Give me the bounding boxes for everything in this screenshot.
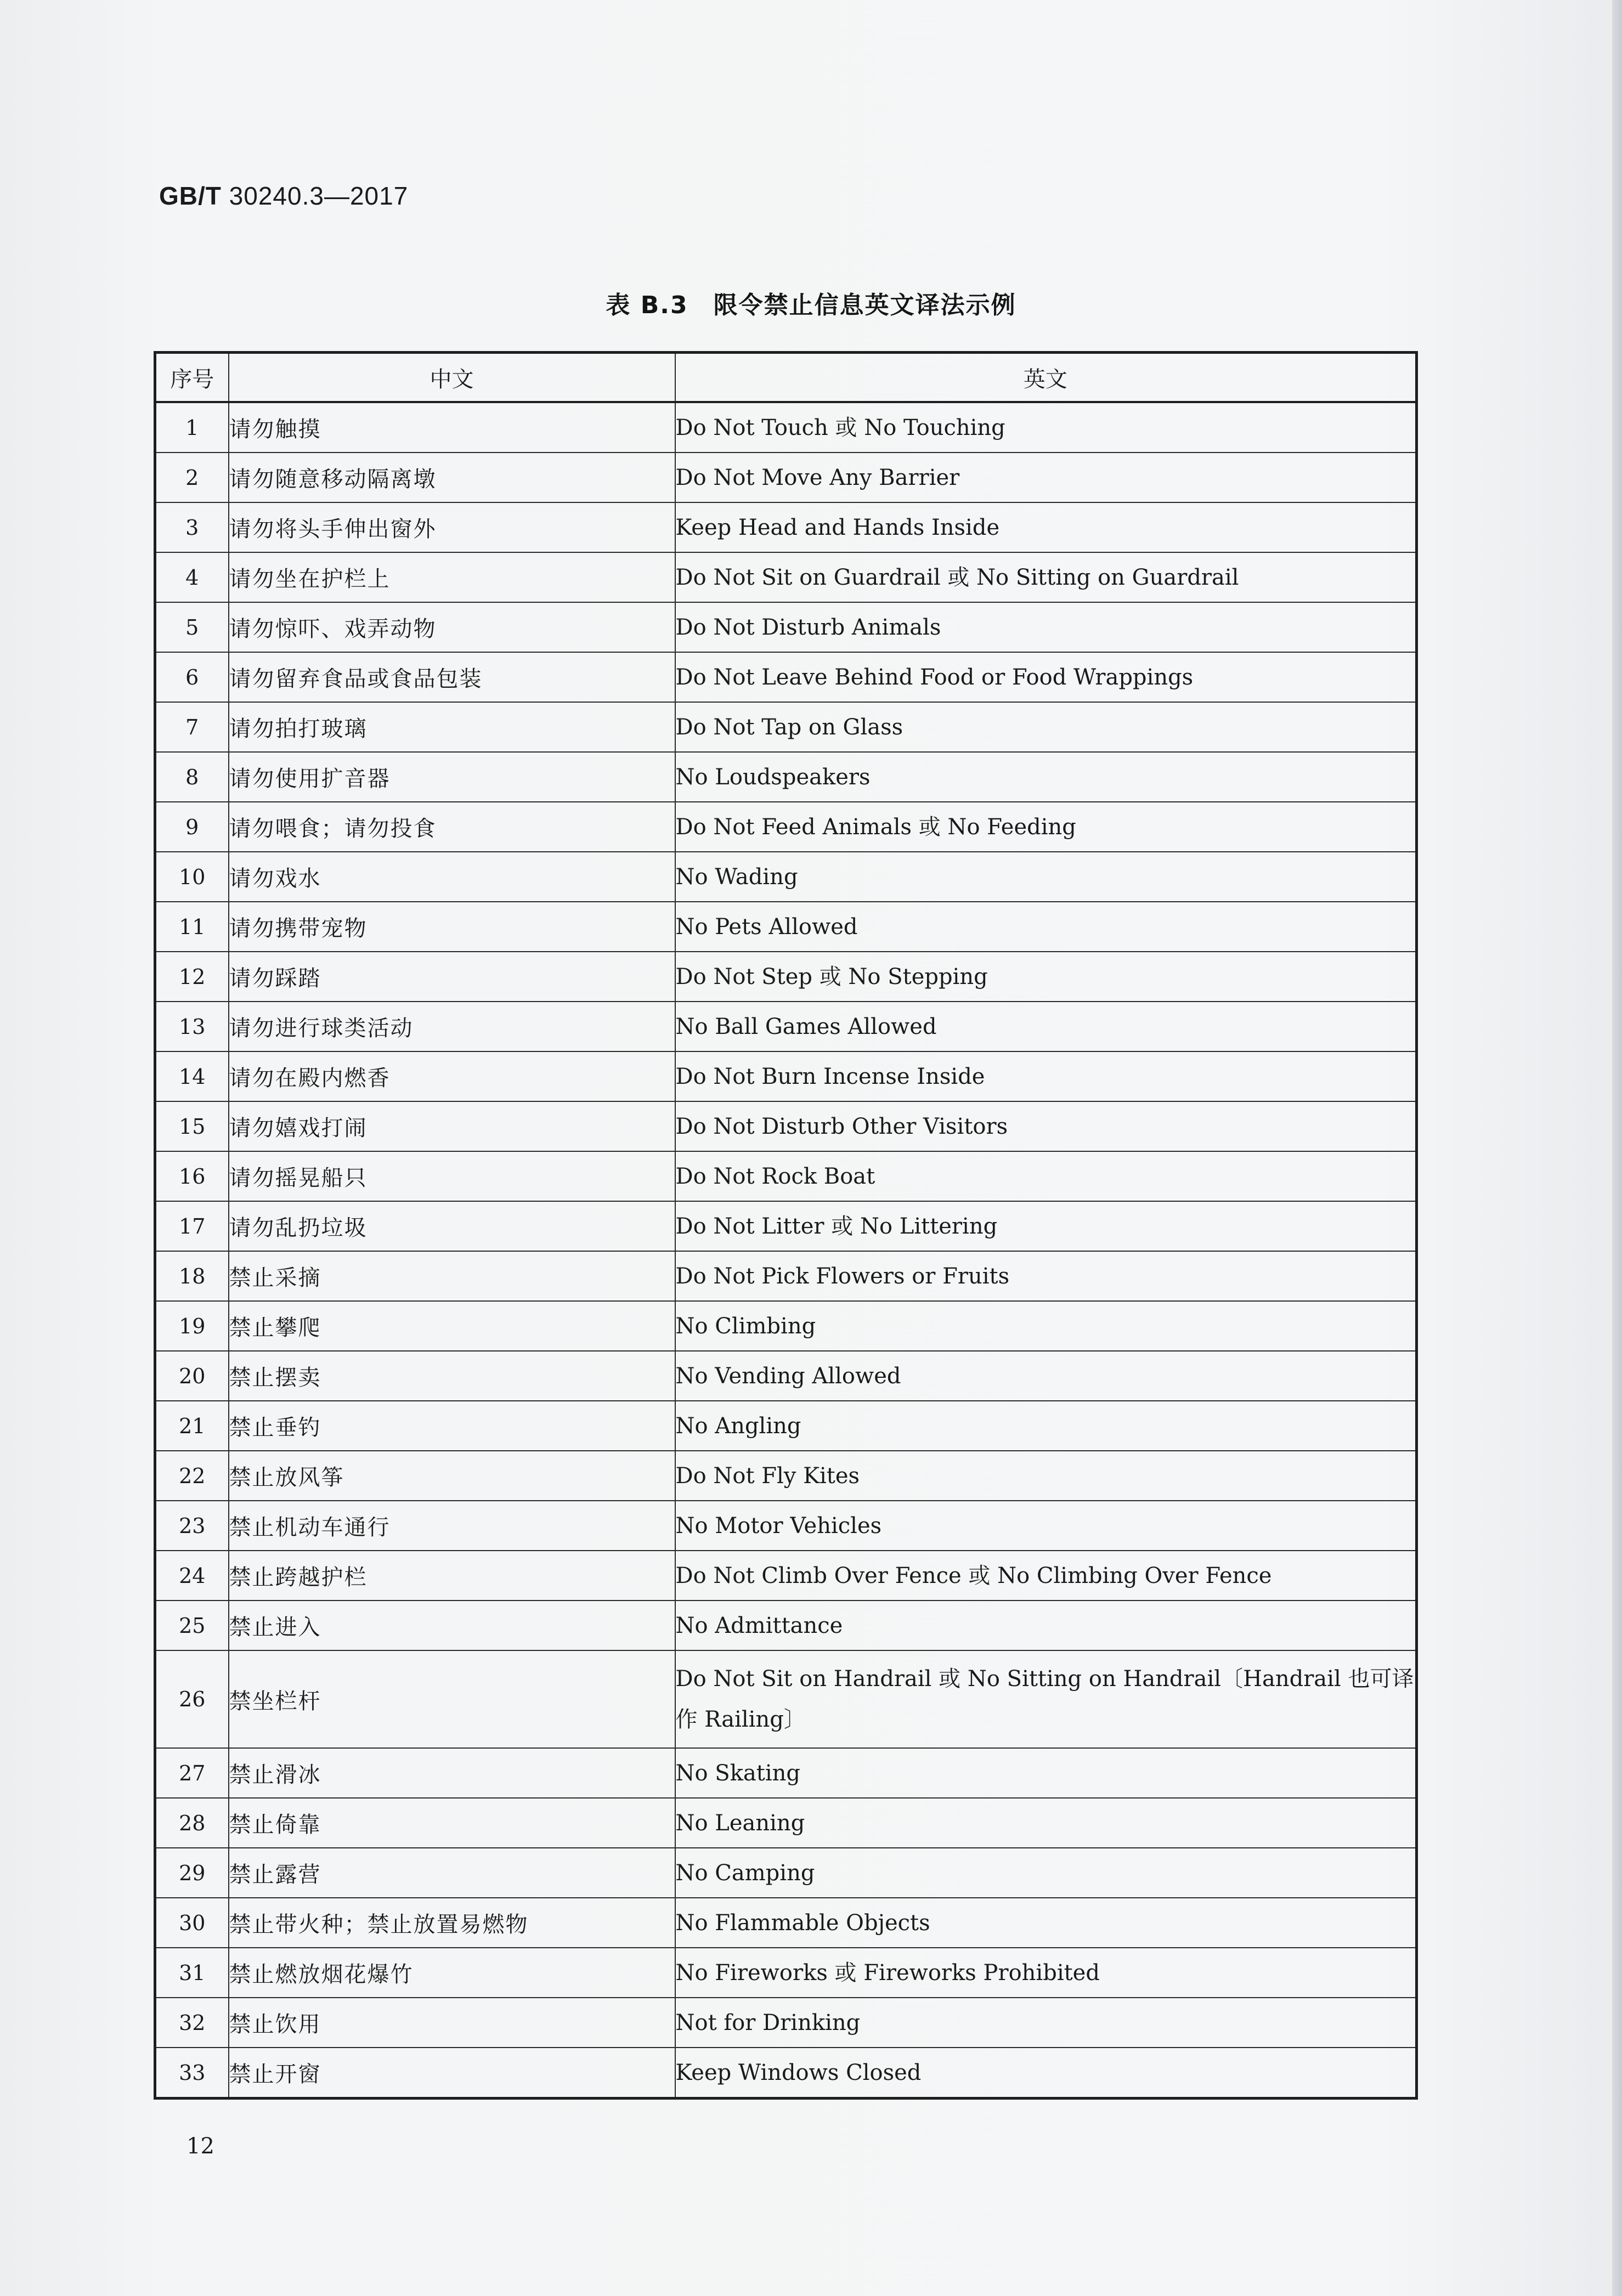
chinese-text-cell: 请勿乱扔垃圾 [229, 1201, 675, 1251]
chinese-text-cell: 请勿喂食；请勿投食 [229, 802, 675, 852]
row-number-cell: 31 [155, 1948, 229, 1998]
row-number-cell: 13 [155, 1002, 229, 1051]
row-number-cell: 28 [155, 1798, 229, 1848]
english-translation-cell: Do Not Step 或 No Stepping [675, 952, 1417, 1002]
table-row [155, 1151, 1417, 1201]
table-row [155, 802, 1417, 852]
english-translation-cell: No Ball Games Allowed [675, 1002, 1417, 1051]
row-number-cell: 33 [155, 2048, 229, 2099]
table-row [155, 2048, 1417, 2099]
chinese-text-cell: 请勿携带宠物 [229, 902, 675, 952]
table-row [155, 1251, 1417, 1301]
row-number-cell: 23 [155, 1501, 229, 1551]
chinese-text-cell: 请勿嬉戏打闹 [229, 1101, 675, 1151]
translation-table [154, 351, 1418, 2100]
table-row [155, 1051, 1417, 1101]
table-row [155, 1201, 1417, 1251]
chinese-text-cell: 禁止垂钓 [229, 1401, 675, 1451]
row-number-cell: 12 [155, 952, 229, 1002]
row-number-cell: 4 [155, 552, 229, 602]
chinese-text-cell: 禁止采摘 [229, 1251, 675, 1301]
chinese-text-cell: 禁止露营 [229, 1848, 675, 1898]
english-translation-cell: No Vending Allowed [675, 1351, 1417, 1401]
english-translation-cell: Do Not Litter 或 No Littering [675, 1201, 1417, 1251]
row-number-cell: 10 [155, 852, 229, 902]
row-number-cell: 5 [155, 602, 229, 652]
english-translation-cell: Do Not Disturb Animals [675, 602, 1417, 652]
chinese-text-cell: 禁坐栏杆 [229, 1650, 675, 1748]
chinese-text-cell: 请勿戏水 [229, 852, 675, 902]
english-translation-cell: No Wading [675, 852, 1417, 902]
page-edge-shadow [1612, 0, 1622, 2296]
chinese-text-cell: 请勿留弃食品或食品包装 [229, 652, 675, 702]
english-translation-cell: Not for Drinking [675, 1998, 1417, 2048]
table-row [155, 453, 1417, 502]
english-translation-cell: Do Not Disturb Other Visitors [675, 1101, 1417, 1151]
column-header-chinese: 中文 [229, 353, 675, 403]
table-row [155, 1798, 1417, 1848]
row-number-cell: 25 [155, 1601, 229, 1650]
chinese-text-cell: 禁止带火种；禁止放置易燃物 [229, 1898, 675, 1948]
table-row [155, 552, 1417, 602]
chinese-text-cell: 禁止燃放烟花爆竹 [229, 1948, 675, 1998]
english-translation-cell: No Leaning [675, 1798, 1417, 1848]
row-number-cell: 21 [155, 1401, 229, 1451]
row-number-cell: 7 [155, 702, 229, 752]
table-row [155, 702, 1417, 752]
row-number-cell: 27 [155, 1748, 229, 1798]
standard-code-header [159, 181, 408, 211]
table-row [155, 1101, 1417, 1151]
english-translation-cell: Do Not Sit on Handrail 或 No Sitting on Handrail〔Handrail 也可译作 Railing〕 [675, 1650, 1417, 1748]
english-translation-cell: Keep Head and Hands Inside [675, 502, 1417, 552]
row-number-cell: 8 [155, 752, 229, 802]
row-number-cell: 9 [155, 802, 229, 852]
english-translation-cell: Do Not Move Any Barrier [675, 453, 1417, 502]
table-row [155, 952, 1417, 1002]
table-row [155, 852, 1417, 902]
table-row [155, 1451, 1417, 1501]
table-row [155, 1002, 1417, 1051]
english-translation-cell: No Fireworks 或 Fireworks Prohibited [675, 1948, 1417, 1998]
table-body [155, 402, 1417, 2099]
english-translation-cell: Do Not Feed Animals 或 No Feeding [675, 802, 1417, 852]
chinese-text-cell: 禁止摆卖 [229, 1351, 675, 1401]
table-row [155, 1501, 1417, 1551]
table-row [155, 502, 1417, 552]
english-translation-cell: Do Not Pick Flowers or Fruits [675, 1251, 1417, 1301]
row-number-cell: 11 [155, 902, 229, 952]
chinese-text-cell: 禁止放风筝 [229, 1451, 675, 1501]
row-number-cell: 30 [155, 1898, 229, 1948]
chinese-text-cell: 请勿摇晃船只 [229, 1151, 675, 1201]
chinese-text-cell: 请勿使用扩音器 [229, 752, 675, 802]
table-row [155, 902, 1417, 952]
table-row [155, 402, 1417, 453]
english-translation-cell: Keep Windows Closed [675, 2048, 1417, 2099]
table-row [155, 1748, 1417, 1798]
table-header-row [155, 353, 1417, 403]
row-number-cell: 18 [155, 1251, 229, 1301]
english-translation-cell: No Loudspeakers [675, 752, 1417, 802]
english-translation-cell: Do Not Tap on Glass [675, 702, 1417, 752]
table-row [155, 1601, 1417, 1650]
english-translation-cell: No Motor Vehicles [675, 1501, 1417, 1551]
column-header-english: 英文 [675, 353, 1417, 403]
chinese-text-cell: 请勿坐在护栏上 [229, 552, 675, 602]
english-translation-cell: Do Not Rock Boat [675, 1151, 1417, 1201]
english-translation-cell: Do Not Fly Kites [675, 1451, 1417, 1501]
table-row [155, 1848, 1417, 1898]
english-translation-cell: Do Not Touch 或 No Touching [675, 402, 1417, 453]
row-number-cell: 1 [155, 402, 229, 453]
table-row [155, 1351, 1417, 1401]
chinese-text-cell: 请勿在殿内燃香 [229, 1051, 675, 1101]
table-row [155, 1948, 1417, 1998]
english-translation-cell: Do Not Leave Behind Food or Food Wrappings [675, 652, 1417, 702]
table-row [155, 1551, 1417, 1601]
table-row [155, 1998, 1417, 2048]
chinese-text-cell: 请勿将头手伸出窗外 [229, 502, 675, 552]
row-number-cell: 32 [155, 1998, 229, 2048]
row-number-cell: 26 [155, 1650, 229, 1748]
english-translation-cell: No Angling [675, 1401, 1417, 1451]
chinese-text-cell: 请勿踩踏 [229, 952, 675, 1002]
row-number-cell: 24 [155, 1551, 229, 1601]
chinese-text-cell: 请勿惊吓、戏弄动物 [229, 602, 675, 652]
english-translation-cell: Do Not Sit on Guardrail 或 No Sitting on Guardrail [675, 552, 1417, 602]
chinese-text-cell: 禁止攀爬 [229, 1301, 675, 1351]
table-row [155, 752, 1417, 802]
table-row [155, 1301, 1417, 1351]
row-number-cell: 29 [155, 1848, 229, 1898]
english-translation-cell: No Skating [675, 1748, 1417, 1798]
page-number: 12 [186, 2134, 214, 2159]
table-row [155, 652, 1417, 702]
english-translation-cell: No Pets Allowed [675, 902, 1417, 952]
chinese-text-cell: 请勿拍打玻璃 [229, 702, 675, 752]
row-number-cell: 14 [155, 1051, 229, 1101]
table-row [155, 602, 1417, 652]
chinese-text-cell: 禁止滑冰 [229, 1748, 675, 1798]
table-row [155, 1650, 1417, 1748]
english-translation-cell: Do Not Climb Over Fence 或 No Climbing Over Fence [675, 1551, 1417, 1601]
row-number-cell: 6 [155, 652, 229, 702]
english-translation-cell: No Admittance [675, 1601, 1417, 1650]
chinese-text-cell: 请勿随意移动隔离墩 [229, 453, 675, 502]
table-row [155, 1898, 1417, 1948]
row-number-cell: 3 [155, 502, 229, 552]
row-number-cell: 16 [155, 1151, 229, 1201]
chinese-text-cell: 禁止倚靠 [229, 1798, 675, 1848]
table-title: 表 B.3 限令禁止信息英文译法示例 [606, 291, 1016, 319]
chinese-text-cell: 请勿进行球类活动 [229, 1002, 675, 1051]
chinese-text-cell: 请勿触摸 [229, 402, 675, 453]
row-number-cell: 20 [155, 1351, 229, 1401]
standard-prefix: GB/T [159, 182, 222, 210]
row-number-cell: 17 [155, 1201, 229, 1251]
row-number-cell: 22 [155, 1451, 229, 1501]
row-number-cell: 2 [155, 453, 229, 502]
chinese-text-cell: 禁止饮用 [229, 1998, 675, 2048]
chinese-text-cell: 禁止进入 [229, 1601, 675, 1650]
chinese-text-cell: 禁止机动车通行 [229, 1501, 675, 1551]
row-number-cell: 15 [155, 1101, 229, 1151]
column-header-number: 序号 [155, 353, 229, 403]
english-translation-cell: No Flammable Objects [675, 1898, 1417, 1948]
chinese-text-cell: 禁止开窗 [229, 2048, 675, 2099]
english-translation-cell: No Camping [675, 1848, 1417, 1898]
row-number-cell: 19 [155, 1301, 229, 1351]
standard-number: 30240.3—2017 [229, 182, 409, 210]
english-translation-cell: Do Not Burn Incense Inside [675, 1051, 1417, 1101]
english-translation-cell: No Climbing [675, 1301, 1417, 1351]
chinese-text-cell: 禁止跨越护栏 [229, 1551, 675, 1601]
table-row [155, 1401, 1417, 1451]
